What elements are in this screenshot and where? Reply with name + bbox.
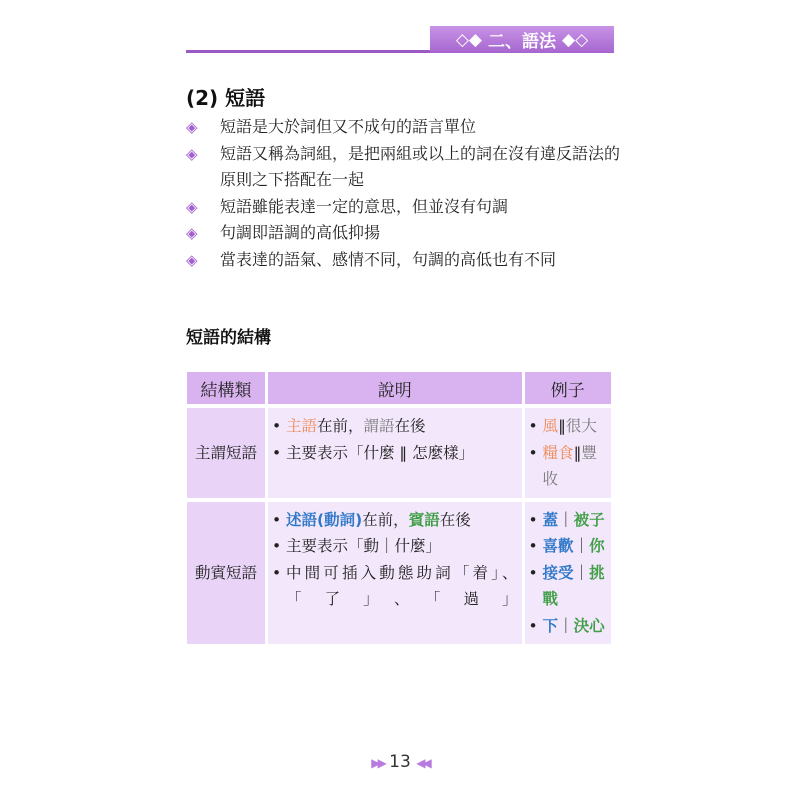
row-type: 主謂短語 <box>187 408 265 502</box>
row-description <box>268 502 522 645</box>
table-title: 短語的結構 <box>186 328 271 348</box>
table-row <box>187 502 611 645</box>
example-item: • 下｜決心 <box>528 616 605 635</box>
phrase-structure-table <box>184 372 614 644</box>
row-description <box>268 408 522 502</box>
chapter-tab <box>430 26 614 53</box>
description-item: • 述語(動詞)在前，賓語在後 <box>272 510 471 529</box>
arrow-right-icon: ▶▶ <box>371 756 384 770</box>
row-type: 動賓短語 <box>187 502 265 645</box>
list-item: ◈ 當表達的語氣、感情不同，句調的高低也有不同 <box>186 247 626 274</box>
diamond-deco-right: ◆◇ <box>562 29 589 50</box>
bullet-list <box>186 114 626 273</box>
section-title: (2) 短語 <box>186 86 266 110</box>
diamond-deco-left: ◇◆ <box>455 29 482 50</box>
list-item: ◈ 短語雖能表達一定的意思，但並沒有句調 <box>186 194 626 221</box>
example-item: • 喜歡｜你 <box>528 537 605 555</box>
example-item: • 風‖很大 <box>528 417 597 435</box>
table-row <box>187 408 611 502</box>
list-item: ◈ 短語又稱為詞組，是把兩組或以上的詞在沒有違反語法的原則之下搭配在一起 <box>186 141 626 194</box>
diamond-icon: ◈ <box>186 144 198 163</box>
description-item: • 主要表示「什麼 ‖ 怎麼樣」 <box>272 443 475 462</box>
diamond-icon: ◈ <box>186 250 198 269</box>
row-examples <box>525 408 611 502</box>
row-examples <box>525 502 611 645</box>
page-footer <box>0 752 800 772</box>
example-item: • 接受｜挑戰 <box>528 563 605 608</box>
list-item: ◈ 短語是大於詞但又不成句的語言單位 <box>186 114 626 141</box>
column-header-examples: 例子 <box>525 372 611 408</box>
column-header-type: 結構類 <box>187 372 265 408</box>
list-item: ◈ 句調即語調的高低抑揚 <box>186 220 626 247</box>
description-item: • 主要表示「動｜什麼」 <box>272 537 442 555</box>
diamond-icon: ◈ <box>186 197 198 216</box>
description-item: • 中間可插入動態助詞「着」、「了」、「過」 <box>272 563 518 608</box>
diamond-icon: ◈ <box>186 118 198 136</box>
chapter-title: 二、語法 <box>488 32 556 52</box>
example-item: • 糧食‖豐收 <box>528 443 597 488</box>
diamond-icon: ◈ <box>186 224 198 242</box>
arrow-left-icon: ◀◀ <box>416 756 429 770</box>
page-number: 13 <box>389 752 411 772</box>
example-item: • 蓋｜被子 <box>528 510 605 529</box>
description-item: • 主語在前，謂語在後 <box>272 417 426 435</box>
column-header-description: 說明 <box>268 372 522 408</box>
